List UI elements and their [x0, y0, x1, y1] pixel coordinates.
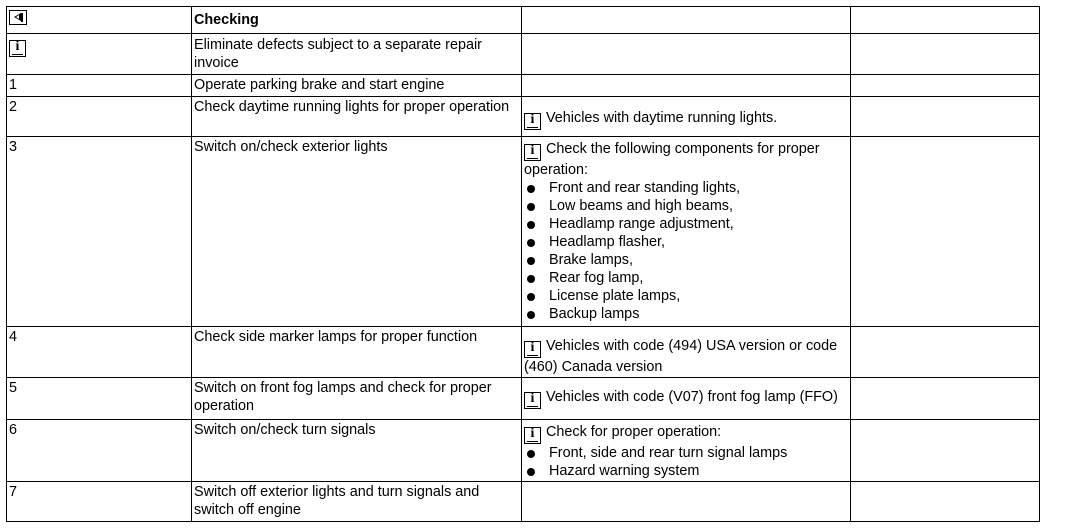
list-item: Headlamp flasher,: [524, 233, 848, 251]
list-item: Front, side and rear turn signal lamps: [524, 444, 848, 462]
note-text: Eliminate defects subject to a separate repair invoice: [192, 34, 522, 75]
step-number: 1: [7, 75, 192, 97]
step-note: [522, 378, 851, 420]
table-row: [7, 378, 1040, 420]
table-row: [7, 75, 1040, 97]
bullet-list: [524, 444, 848, 480]
step-action: Operate parking brake and start engine: [192, 75, 522, 97]
note-text: Vehicles with daytime running lights.: [546, 110, 778, 126]
list-item: Front and rear standing lights,: [524, 179, 848, 197]
empty-cell: [851, 7, 1040, 34]
step-number: 7: [7, 482, 192, 522]
step-action: Switch on/check exterior lights: [192, 137, 522, 327]
step-note: [522, 482, 851, 522]
note-row: [7, 34, 1040, 75]
step-action: Switch on/check turn signals: [192, 420, 522, 482]
step-number: 2: [7, 97, 192, 137]
note-text: Check for proper operation:: [546, 424, 722, 440]
info-icon: i: [524, 427, 541, 444]
empty-cell: [851, 34, 1040, 75]
checking-table: [6, 6, 1040, 522]
step-action: Switch off exterior lights and turn signals and switch off engine: [192, 482, 522, 522]
header-row: [7, 7, 1040, 34]
empty-cell: [851, 378, 1040, 420]
note-text: Vehicles with code (494) USA version or code (460) Canada version: [524, 338, 838, 375]
empty-cell: [851, 420, 1040, 482]
note-text: Check the following components for proper operation:: [524, 141, 820, 178]
step-note: [522, 137, 851, 327]
info-icon: i: [524, 144, 541, 161]
step-note: [522, 97, 851, 137]
info-icon: i: [524, 341, 541, 358]
list-item: Hazard warning system: [524, 462, 848, 480]
empty-cell: [522, 7, 851, 34]
info-icon: i: [524, 392, 541, 409]
table-row: [7, 420, 1040, 482]
step-number: 6: [7, 420, 192, 482]
bullet-list: [524, 179, 848, 323]
list-item: License plate lamps,: [524, 287, 848, 305]
note-icon-cell: [7, 34, 192, 75]
back-navigation-icon[interactable]: [9, 10, 27, 25]
info-icon: i: [9, 40, 26, 57]
step-action: Switch on front fog lamps and check for proper operation: [192, 378, 522, 420]
page-title: Checking: [192, 7, 522, 34]
step-note: [522, 75, 851, 97]
step-number: 4: [7, 327, 192, 378]
step-action: Check daytime running lights for proper operation: [192, 97, 522, 137]
table-row: [7, 97, 1040, 137]
header-icon-cell: [7, 7, 192, 34]
step-note: [522, 327, 851, 378]
empty-cell: [851, 482, 1040, 522]
list-item: Rear fog lamp,: [524, 269, 848, 287]
table-row: [7, 482, 1040, 522]
empty-cell: [851, 97, 1040, 137]
step-number: 3: [7, 137, 192, 327]
note-text: Vehicles with code (V07) front fog lamp (FFO): [546, 389, 838, 405]
step-number: 5: [7, 378, 192, 420]
empty-cell: [522, 34, 851, 75]
empty-cell: [851, 327, 1040, 378]
list-item: Backup lamps: [524, 305, 848, 323]
empty-cell: [851, 137, 1040, 327]
list-item: Brake lamps,: [524, 251, 848, 269]
table-row: [7, 327, 1040, 378]
step-note: [522, 420, 851, 482]
list-item: Headlamp range adjustment,: [524, 215, 848, 233]
step-action: Check side marker lamps for proper function: [192, 327, 522, 378]
info-icon: i: [524, 113, 541, 130]
empty-cell: [851, 75, 1040, 97]
list-item: Low beams and high beams,: [524, 197, 848, 215]
table-row: [7, 137, 1040, 327]
steps-list: [7, 75, 1040, 522]
